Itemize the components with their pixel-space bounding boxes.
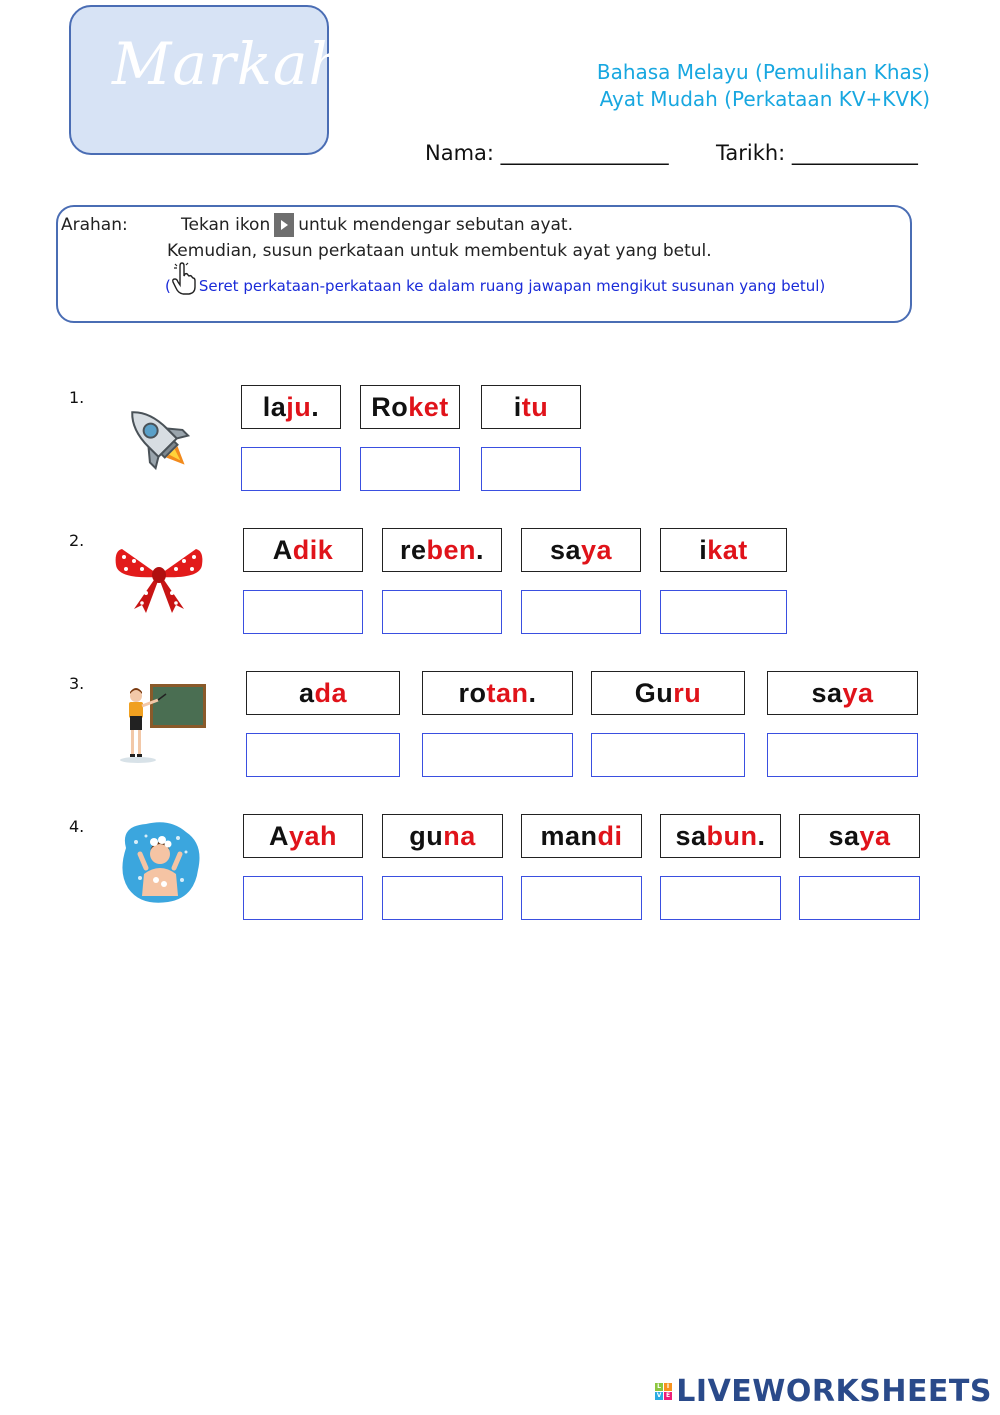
word-syllable: di bbox=[597, 820, 623, 851]
word-syllable: gu bbox=[409, 820, 444, 851]
answer-slot[interactable] bbox=[360, 447, 460, 491]
answer-slot[interactable] bbox=[521, 590, 641, 634]
word-syllable: Gu bbox=[634, 677, 674, 708]
answer-slot[interactable] bbox=[481, 447, 581, 491]
word-syllable: . bbox=[476, 534, 485, 565]
word-syllable: na bbox=[443, 820, 476, 851]
word-syllable: man bbox=[540, 820, 598, 851]
logo-mark-letter: V bbox=[656, 1392, 662, 1399]
subject-subtitle: Ayat Mudah (Perkataan KV+KVK) bbox=[599, 87, 930, 111]
word-syllable: sa bbox=[549, 534, 581, 565]
drag-hand-icon bbox=[169, 262, 197, 296]
logo-text: LIVEWORKSHEETS bbox=[676, 1374, 992, 1409]
word-tile[interactable] bbox=[382, 814, 503, 858]
word-syllable: . bbox=[311, 391, 320, 422]
word-tile[interactable] bbox=[799, 814, 920, 858]
word-syllable: A bbox=[268, 820, 289, 851]
answer-slot[interactable] bbox=[422, 733, 573, 777]
answer-slot[interactable] bbox=[246, 733, 400, 777]
instructions-line1 bbox=[181, 213, 573, 237]
word-tile[interactable] bbox=[660, 528, 787, 572]
question-number-3: 3. bbox=[69, 674, 85, 693]
rocket-image bbox=[118, 398, 196, 476]
instructions-line3-text: Seret perkataan-perkataan ke dalam ruang jawapan mengikut susunan yang betul) bbox=[198, 277, 826, 295]
answer-slot[interactable] bbox=[660, 590, 787, 634]
word-syllable: tan bbox=[486, 677, 529, 708]
word-syllable: ben bbox=[426, 534, 477, 565]
answer-slot[interactable] bbox=[243, 590, 363, 634]
word-syllable: ju bbox=[286, 391, 312, 422]
subject-title: Bahasa Melayu (Pemulihan Khas) bbox=[596, 60, 930, 84]
teacher-image bbox=[116, 680, 208, 764]
shower-image bbox=[116, 818, 204, 908]
answer-slot[interactable] bbox=[799, 876, 920, 920]
word-tile[interactable] bbox=[360, 385, 460, 429]
word-syllable: sa bbox=[675, 820, 707, 851]
answer-slot[interactable] bbox=[241, 447, 341, 491]
answer-slot[interactable] bbox=[382, 876, 503, 920]
word-syllable: bun bbox=[706, 820, 758, 851]
logo-mark-letter: E bbox=[665, 1392, 671, 1399]
word-tile[interactable] bbox=[660, 814, 781, 858]
word-syllable: A bbox=[272, 534, 293, 565]
liveworksheets-logo[interactable] bbox=[655, 1374, 992, 1409]
word-syllable: Ro bbox=[371, 391, 409, 422]
word-syllable: yah bbox=[288, 820, 338, 851]
date-field[interactable]: Tarikh: ____________ bbox=[716, 141, 918, 165]
word-syllable: dik bbox=[292, 534, 334, 565]
question-number-1: 1. bbox=[69, 388, 85, 407]
word-tile[interactable] bbox=[521, 528, 641, 572]
word-tile[interactable] bbox=[481, 385, 581, 429]
word-syllable: i bbox=[699, 534, 708, 565]
word-syllable: a bbox=[298, 677, 315, 708]
logo-mark-letter: I bbox=[664, 1383, 672, 1391]
word-syllable: la bbox=[262, 391, 287, 422]
word-tile[interactable] bbox=[382, 528, 502, 572]
logo-mark-letter: L bbox=[657, 1383, 662, 1390]
word-syllable: kat bbox=[707, 534, 748, 565]
score-label: Markah bbox=[112, 30, 347, 98]
word-syllable: ya bbox=[581, 534, 613, 565]
answer-slot[interactable] bbox=[243, 876, 363, 920]
word-syllable: sa bbox=[828, 820, 860, 851]
word-tile[interactable] bbox=[422, 671, 573, 715]
word-tile[interactable] bbox=[521, 814, 642, 858]
word-syllable: . bbox=[528, 677, 537, 708]
word-syllable: tu bbox=[521, 391, 549, 422]
ribbon-image bbox=[112, 543, 206, 615]
instructions-line2: Kemudian, susun perkataan untuk membentuk ayat yang betul. bbox=[167, 241, 712, 261]
instructions-line3 bbox=[165, 262, 825, 296]
word-syllable: . bbox=[757, 820, 766, 851]
word-syllable: ru bbox=[673, 677, 702, 708]
answer-slot[interactable] bbox=[767, 733, 918, 777]
word-syllable: ya bbox=[859, 820, 891, 851]
instructions-line1-after: untuk mendengar sebutan ayat. bbox=[298, 215, 573, 235]
logo-mark bbox=[655, 1383, 672, 1400]
instructions-label: Arahan: bbox=[61, 215, 128, 235]
name-field[interactable]: Nama: ________________ bbox=[425, 141, 669, 165]
answer-slot[interactable] bbox=[660, 876, 781, 920]
instructions-line1-before: Tekan ikon bbox=[181, 215, 271, 235]
word-syllable: i bbox=[513, 391, 522, 422]
word-tile[interactable] bbox=[767, 671, 918, 715]
word-tile[interactable] bbox=[246, 671, 400, 715]
question-number-4: 4. bbox=[69, 817, 85, 836]
word-tile[interactable] bbox=[243, 814, 363, 858]
word-tile[interactable] bbox=[243, 528, 363, 572]
answer-slot[interactable] bbox=[521, 876, 642, 920]
answer-slot[interactable] bbox=[591, 733, 745, 777]
word-syllable: da bbox=[314, 677, 348, 708]
word-syllable: re bbox=[399, 534, 427, 565]
word-tile[interactable] bbox=[591, 671, 745, 715]
word-syllable: ro bbox=[458, 677, 487, 708]
play-icon bbox=[274, 213, 294, 237]
instructions-paren: ( bbox=[165, 277, 171, 295]
answer-slot[interactable] bbox=[382, 590, 502, 634]
question-number-2: 2. bbox=[69, 531, 85, 550]
word-syllable: ket bbox=[408, 391, 449, 422]
word-tile[interactable] bbox=[241, 385, 341, 429]
word-syllable: sa bbox=[811, 677, 843, 708]
word-syllable: ya bbox=[842, 677, 874, 708]
